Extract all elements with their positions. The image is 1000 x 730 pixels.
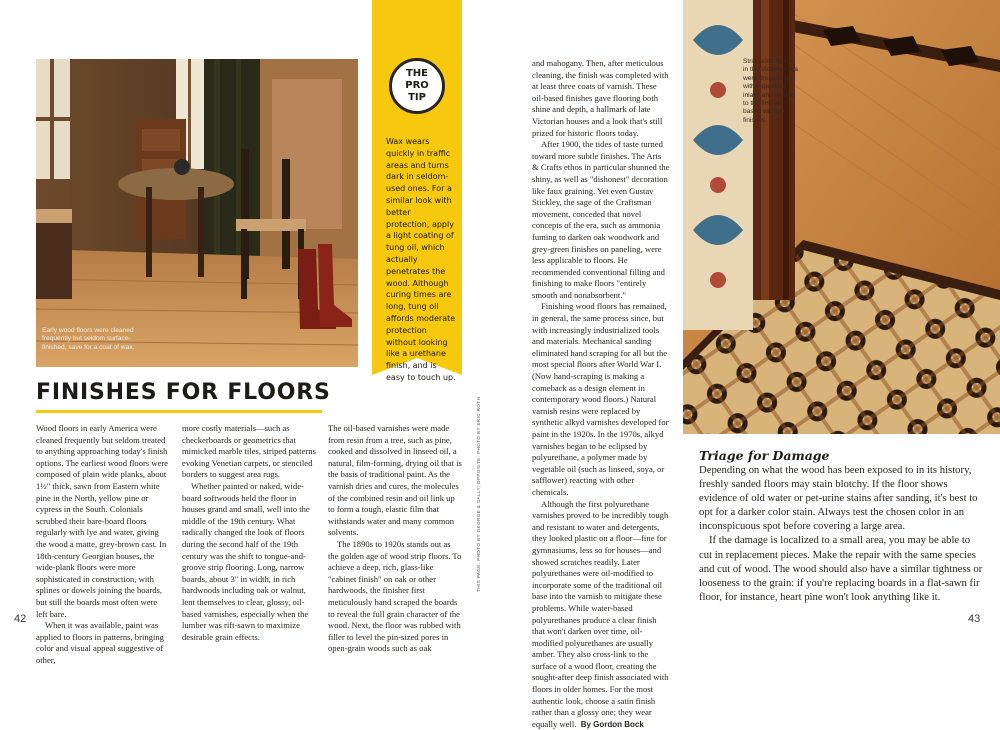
pro-tip-text: Wax wears quickly in traffic areas and turns dark in seldom-used ones. For a similar look with better protection, apply a light coating of tung oil, which actually penetrates the wood. Although curing times are long, tung oil affords moderate protection without looking like a urethane finish, and is easy to touch up. bbox=[386, 137, 456, 382]
article-column-4 bbox=[532, 58, 670, 730]
pro-tip-badge-line2: PRO bbox=[405, 80, 429, 91]
article-paragraph-text: Although the first polyurethane varnishes proved to be incredibly tough and resistant to water and detergents, they looked plastic on a floor—fine for gymnasiums, less so for houses—and showed scratches readily. Later polyurethanes were oil-modified to incorporate some of the traditional oil base into the varnish to mitigate these problems. While water-based polyurethanes produce a clear finish that won't darken over time, oil-modified polyurethanes are usually amber. They also cross-link to the surface of a wood floor, creating the sought-after deep finish associated with floors in older homes. For the most authentic look, choose a satin finish rather than a glossy one; they wear equally well. bbox=[532, 498, 669, 729]
article-column-3 bbox=[328, 423, 462, 655]
article-paragraph: and mahogany. Then, after meticulous cleaning, the finish was completed with at least three coats of varnish. These oil-based finishes gave flooring both shine and depth, a hallmark of late Victorian houses and a look that's still prized for historic floors today. bbox=[532, 58, 669, 138]
article-paragraph: Whether painted or naked, wide-board softwoods held the floor in houses grand and small, well into the middle of the 19th century. What radically changed the look of floors during the second half of the 19th century was the shift to tongue-and-groove strip flooring. Long, narrow boards, about 3" in width, in rich hardwoods including oak or walnut, lent themselves to clear, glossy, oil-based varnishes, especially when the lumber was rift-sawn to maximize desirable grain effects. bbox=[182, 480, 310, 642]
pro-tip-badge-line3: TIP bbox=[408, 92, 426, 103]
pro-tip-badge bbox=[389, 58, 445, 114]
headline-rule bbox=[36, 410, 322, 413]
interior-photo bbox=[36, 59, 358, 367]
sidebar-title: Triage for Damage bbox=[699, 448, 830, 463]
inlay-photo-caption: Strip wood floors in the Victorian era were dressed up with expensive inlays and treated to the first oil-based varnish finishes. bbox=[743, 58, 798, 124]
headline: FINISHES FOR FLOORS bbox=[36, 380, 331, 405]
inlay-floor-illustration bbox=[683, 0, 1000, 434]
article-paragraph: The oil-based varnishes were made from resin from a tree, such as pine, cooked and dissolved in linseed oil, a natural, film-forming, drying oil that is the basis of traditional paint. As the varnish dries and cures, the molecules of the combined resin and oil link up to form a tough, elastic film that withstands water and many common solvents. bbox=[328, 423, 462, 538]
page-number-left: 42 bbox=[14, 613, 27, 625]
pro-tip-banner bbox=[372, 0, 462, 382]
sidebar-body bbox=[699, 463, 983, 604]
article-column-1 bbox=[36, 423, 170, 666]
page-number-right: 43 bbox=[968, 613, 981, 625]
article-paragraph bbox=[532, 499, 670, 730]
inlay-floor-photo bbox=[683, 0, 1000, 434]
pro-tip-badge-line1: THE bbox=[405, 68, 429, 79]
article-paragraph: After 1900, the tides of taste turned toward more subtle finishes. The Arts & Crafts ethos in particular shunned the shiny, as well as "dishonest" decoration like faux graining. Yet even Gustav Stickley, the sage of the Craftsman movement, conceded that novel concepts of the era, such as ammonia fuming to darken oak woodwork and grey-green finishes on paneling, were less applicable to floors. He recommended conventional filling and finishing to make floors "entirely smooth and nonabsorbent." bbox=[532, 139, 670, 300]
article-paragraph: The 1890s to 1920s stands out as the golden age of wood strip floors. To achieve a deep, rich, glass-like "cabinet finish" on oak or other hardwoods, the finisher first meticulously hand scraped the boards to reveal the full grain character of the wood. Next, the floor was rubbed with filler to level the pin-sized pores in open-grain woods such as oak bbox=[328, 538, 462, 654]
byline: By Gordon Bock bbox=[580, 719, 644, 729]
interior-photo-caption: Early wood floors were cleaned frequently but seldom surface-finished, save for a coat of wax. bbox=[42, 327, 135, 351]
article-column-2 bbox=[182, 423, 316, 643]
article-paragraph: Finishing wood floors has remained, in general, the same process since, but with increasingly industrialized tools and materials. Mechanical sanding eliminated hand scraping for all but the most special floors after World War I. (Now hand-scraping is making a comeback as a design element in contemporary wood floors.) Natural varnish resins were replaced by synthetic alkyd varnishes developed for paint in the 1920s. In the 1970s, alkyd varnishes began to be eclipsed by polyurethane, a polymer made by vegetable oil (such as linseed, soya, or safflower) reacting with other chemicals. bbox=[532, 301, 669, 497]
interior-illustration bbox=[36, 59, 358, 367]
sidebar-paragraph: Depending on what the wood has been exposed to in its history, freshly sanded floors may stain blotchy. If the floor shows evidence of old water or pet-urine stains after sanding, it's best to opt for a darker color stain. Always test the chosen color in an inconspicuous spot before covering a large area. bbox=[699, 464, 978, 533]
article-paragraph: When it was available, paint was applied to floors in patterns, bringing color and visual appeal suggestive of other, bbox=[36, 620, 164, 665]
article-paragraph: Wood floors in early America were cleaned frequently but seldom treated to anything approaching today's finish options. The earliest wood floors were composed of plain wide planks, about 1½" thick, sawn from Eastern white pine in the North, yellow pine or cypress in the South. Colonials scrubbed their bare-board floors regularly with lye and water, giving the wood a matte, grey-brown cast. In 18th-century Georgian houses, the wide-plank floors were more sophisticated in construction, with splines or dowels joining the boards, but still the boards most often were left bare. bbox=[36, 423, 169, 619]
article-paragraph: more costly materials—such as checkerboards or geometrics that mimicked marble tiles, striped patterns evoking Venetian carpets, or stenciled borders to suggest area rugs. bbox=[182, 423, 316, 480]
photo-credit: THIS PAGE: PHOTO BY GEORGE & SALLY; OPPOSITE: PHOTO BY ERIC ROTH bbox=[476, 396, 481, 592]
sidebar-paragraph: If the damage is localized to a small area, you may be able to cut in replacement pieces. Make the repair with the same species and cut of wood. The wood should also have a similar tightness or looseness to the grain: if you're replacing boards in a flat-sawn fir floor, for instance, heart pine won't look anything like it. bbox=[699, 534, 983, 603]
